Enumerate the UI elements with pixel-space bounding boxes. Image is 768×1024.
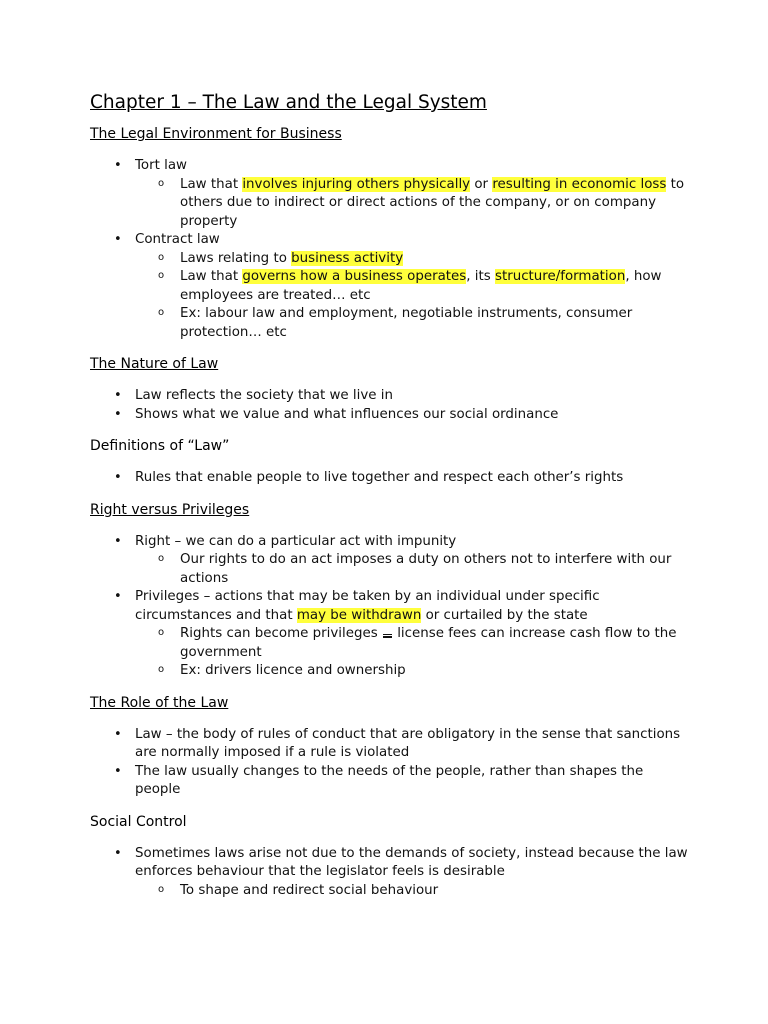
list-item <box>90 845 690 901</box>
section-heading-social-control: Social Control <box>90 813 187 830</box>
highlight: structure/formation <box>494 269 626 284</box>
sub-item-tort-definition <box>135 176 690 232</box>
list-item-label: Contract law <box>135 232 220 247</box>
bullet-list <box>90 533 690 681</box>
bullet-list <box>90 469 690 488</box>
sub-list <box>135 176 690 232</box>
highlight: involves injuring others physically <box>242 176 471 192</box>
sub-list <box>135 625 690 681</box>
document-body <box>90 91 690 913</box>
text-run: Privileges – actions that may be taken by an individual under specific circumstances and that <box>135 589 600 623</box>
list-item-label: Sometimes laws arise not due to the demands of society, instead because the law enforces behaviour that the legislator feels is desirable <box>135 845 688 879</box>
section-heading-legal-environment: The Legal Environment for Business <box>90 126 342 142</box>
sub-item-business-activity <box>135 250 690 269</box>
text-run: or curtailed by the state <box>421 607 588 623</box>
list-item: • The law usually changes to the needs of the people, rather than shapes the people <box>90 763 690 800</box>
text-run: , its <box>466 269 495 284</box>
arrow-icon <box>382 629 393 639</box>
section-heading-definitions: Definitions of “Law” <box>90 438 230 454</box>
bullet-list <box>90 845 690 901</box>
text-run: Laws relating to <box>180 250 292 266</box>
sub-list <box>135 551 690 588</box>
highlight: business activity <box>291 250 404 266</box>
sub-list <box>135 882 690 901</box>
sub-item: o Our rights to do an act imposes a duty on others not to interfere with our actions <box>135 551 690 588</box>
text-run: , how employees are treated… etc <box>180 269 662 303</box>
section-heading-rights-privileges: Right versus Privileges <box>90 501 250 518</box>
sub-item: o To shape and redirect social behaviour <box>135 882 690 901</box>
list-item-contract-law <box>90 231 690 342</box>
sub-item-business-operates <box>135 268 690 305</box>
highlight: resulting in economic loss <box>492 176 667 192</box>
text-run: Law that <box>180 269 243 284</box>
text-run: to others due to indirect or direct actions of the company, or on company property <box>180 176 685 229</box>
bullet-list <box>90 157 690 342</box>
bullet-list <box>90 726 690 800</box>
list-item: • Rules that enable people to live together and respect each other’s rights <box>90 469 690 488</box>
list-item: • Law reflects the society that we live in <box>90 387 690 406</box>
list-item-right <box>90 533 690 589</box>
list-item: • Law – the body of rules of conduct that are obligatory in the sense that sanctions are normally imposed if a rule is violated <box>90 726 690 763</box>
text-run: Rights can become privileges <box>180 626 382 641</box>
page-title: Chapter 1 – The Law and the Legal System <box>90 92 487 113</box>
list-item-label: Tort law <box>135 158 187 173</box>
list-item-privileges <box>90 588 690 681</box>
sub-item-examples: o Ex: labour law and employment, negotiable instruments, consumer protection… etc <box>135 305 690 342</box>
section-heading-role-of-law: The Role of the Law <box>90 694 229 711</box>
text-run: or <box>470 176 493 192</box>
bullet-list <box>90 387 690 424</box>
text-run: Law that <box>180 176 243 192</box>
list-item-label: Right – we can do a particular act with impunity <box>135 533 457 549</box>
highlight: governs how a business operates <box>242 269 467 284</box>
highlight: may be withdrawn <box>296 607 422 623</box>
text-run: license fees can increase cash flow to the government <box>180 626 677 660</box>
list-item-tort-law <box>90 157 690 231</box>
sub-item: o Ex: drivers licence and ownership <box>135 662 690 681</box>
sub-list <box>135 250 690 343</box>
sub-item <box>135 625 690 662</box>
section-heading-nature-of-law: The Nature of Law <box>90 356 219 372</box>
list-item: • Shows what we value and what influences our social ordinance <box>90 406 690 425</box>
